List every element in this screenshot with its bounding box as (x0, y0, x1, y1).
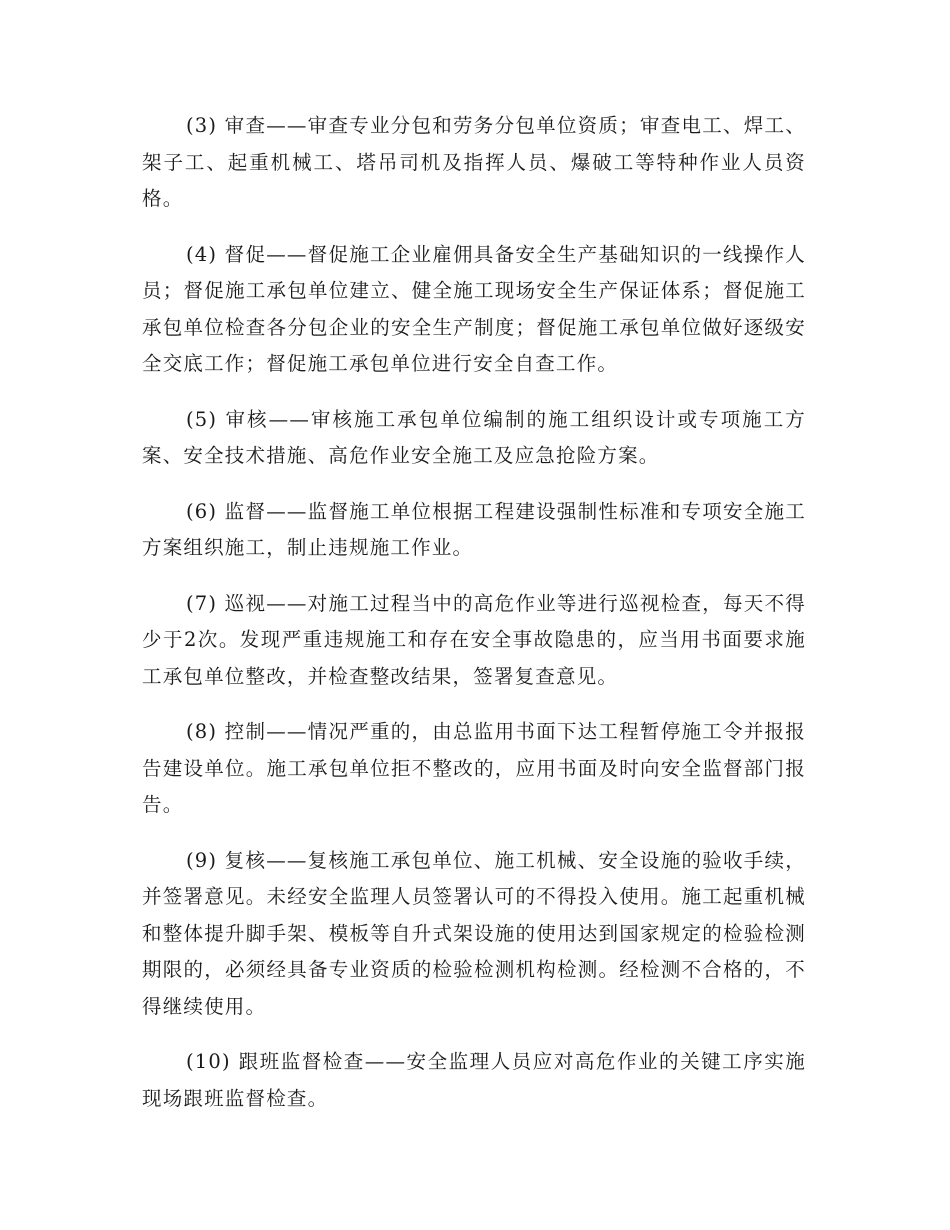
paragraph-follow-up-inspection: (10) 跟班监督检查——安全监理人员应对高危作业的关键工序实施现场跟班监督检查。 (142, 1050, 806, 1110)
paragraph-recheck: (9) 复核——复核施工承包单位、施工机械、安全设施的验收手续，并签署意见。未经安全监理人员签署认可的不得投入使用。施工起重机械和整体提升脚手架、模板等自升式架设施的使用达到国家规定的检验检测期限的，必须经具备专业资质的检验检测机构检测。经检测不合格的，不得继续使用。 (142, 848, 806, 1018)
paragraph-supervise: (6) 监督——监督施工单位根据工程建设强制性标准和专项安全施工方案组织施工，制止违规施工作业。 (142, 499, 806, 559)
paragraph-control: (8) 控制——情况严重的，由总监用书面下达工程暂停施工令并报报告建设单位。施工承包单位拒不整改的，应用书面及时向安全监督部门报告。 (142, 720, 806, 816)
paragraph-audit: (5) 审核——审核施工承包单位编制的施工组织设计或专项施工方案、安全技术措施、高危作业安全施工及应急抢险方案。 (142, 407, 806, 467)
paragraph-review: (3) 审查——审查专业分包和劳务分包单位资质；审查电工、焊工、架子工、起重机械工、塔吊司机及指挥人员、爆破工等特种作业人员资格。 (142, 114, 806, 210)
document-page (142, 108, 806, 1136)
paragraph-urge: (4) 督促——督促施工企业雇佣具备安全生产基础知识的一线操作人员；督促施工承包单位建立、健全施工现场安全生产保证体系；督促施工承包单位检查各分包企业的安全生产制度；督促施工承包单位做好逐级安全交底工作；督促施工承包单位进行安全自查工作。 (142, 242, 806, 375)
paragraph-patrol: (7) 巡视——对施工过程当中的高危作业等进行巡视检查，每天不得少于2次。发现严重违规施工和存在安全事故隐患的，应当用书面要求施工承包单位整改，并检查整改结果，签署复查意见。 (142, 591, 806, 688)
